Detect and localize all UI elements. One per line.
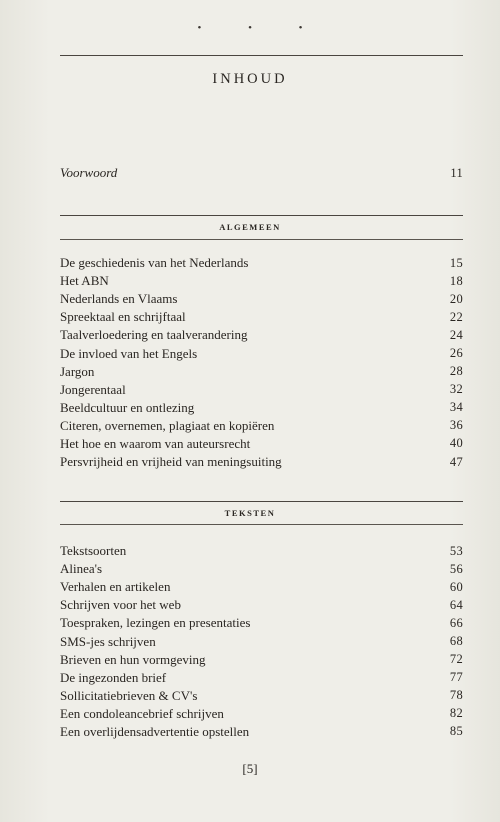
toc-entry[interactable] <box>60 632 463 650</box>
toc-list-teksten <box>60 542 463 741</box>
toc-entry-title: Tekstsoorten <box>60 543 127 559</box>
toc-entry[interactable] <box>60 560 463 578</box>
toc-entry-page: 47 <box>449 454 463 469</box>
toc-entry-page: 28 <box>449 364 463 379</box>
toc-entry[interactable] <box>60 705 463 723</box>
toc-entry-title: SMS-jes schrijven <box>60 633 156 649</box>
toc-entry[interactable] <box>60 308 463 326</box>
toc-entry[interactable] <box>60 399 463 417</box>
toc-entry-title: De ingezonden brief <box>60 669 167 685</box>
toc-entry-title: Het hoe en waarom van auteursrecht <box>60 435 251 451</box>
toc-entry-title: Brieven en hun vormgeving <box>60 651 206 667</box>
toc-entry-title: Nederlands en Vlaams <box>60 291 178 307</box>
toc-entry-page: 15 <box>449 255 463 270</box>
toc-entry[interactable] <box>60 687 463 705</box>
toc-entry-title: Schrijven voor het web <box>60 597 181 613</box>
toc-entry-page: 22 <box>449 309 463 324</box>
toc-entry-page: 24 <box>449 327 463 342</box>
toc-entry[interactable] <box>60 669 463 687</box>
toc-entry[interactable] <box>60 542 463 560</box>
toc-entry-title: De geschiedenis van het Nederlands <box>60 255 249 271</box>
toc-entry-title: Spreektaal en schrijftaal <box>60 309 186 325</box>
toc-entry-page: 77 <box>449 670 463 685</box>
toc-entry-page: 34 <box>449 400 463 415</box>
toc-entry-title: Een overlijdensadvertentie opstellen <box>60 723 250 739</box>
section-underline-algemeen <box>60 239 463 240</box>
toc-entry-page: 85 <box>449 724 463 739</box>
top-rule <box>60 55 463 56</box>
toc-entry-page: 20 <box>449 291 463 306</box>
toc-entry-title: Persvrijheid en vrijheid van meningsuiting <box>60 454 282 470</box>
toc-entry-page: 78 <box>449 688 463 703</box>
toc-entry[interactable] <box>60 272 463 290</box>
toc-entry-page: 72 <box>449 652 463 667</box>
toc-entry[interactable] <box>60 363 463 381</box>
toc-entry-page: 36 <box>449 418 463 433</box>
toc-entry-page: 26 <box>449 346 463 361</box>
toc-entry-title: Het ABN <box>60 273 109 289</box>
toc-entry-page: 18 <box>449 273 463 288</box>
toc-entry[interactable] <box>60 290 463 308</box>
toc-entry-title: Verhalen en artikelen <box>60 579 171 595</box>
toc-entry-page: 32 <box>449 382 463 397</box>
toc-entry[interactable] <box>60 344 463 362</box>
toc-entry-page: 60 <box>449 579 463 594</box>
section-underline-teksten <box>60 524 463 525</box>
toc-entry-page: 68 <box>449 634 463 649</box>
section-rule-algemeen <box>60 215 463 216</box>
toc-entry[interactable] <box>60 651 463 669</box>
toc-entry[interactable] <box>60 381 463 399</box>
toc-entry-title: Beeldcultuur en ontlezing <box>60 399 195 415</box>
toc-entry-foreword[interactable] <box>60 164 463 182</box>
toc-entry-title: De invloed van het Engels <box>60 345 198 361</box>
toc-entry[interactable] <box>60 614 463 632</box>
toc-entry-title: Jongerentaal <box>60 381 126 397</box>
toc-entry-title: Taalverloedering en taalverandering <box>60 327 248 343</box>
toc-entry-title: Voorwoord <box>60 165 118 180</box>
toc-entry-page: 11 <box>450 165 463 180</box>
toc-entry[interactable] <box>60 596 463 614</box>
toc-entry-page: 40 <box>449 436 463 451</box>
section-rule-teksten <box>60 501 463 502</box>
toc-entry-title: Sollicitatiebrieven & CV's <box>60 687 198 703</box>
toc-entry[interactable] <box>60 417 463 435</box>
toc-entry[interactable] <box>60 723 463 741</box>
toc-entry-page: 64 <box>449 597 463 612</box>
page-title: INHOUD <box>212 71 288 87</box>
toc-entry-page: 82 <box>449 706 463 721</box>
toc-entry[interactable] <box>60 453 463 471</box>
header-ornament: • • • <box>197 22 325 34</box>
toc-entry[interactable] <box>60 435 463 453</box>
toc-entry[interactable] <box>60 254 463 272</box>
toc-entry[interactable] <box>60 578 463 596</box>
toc-entry-page: 53 <box>449 543 463 558</box>
toc-entry-title: Toespraken, lezingen en presentaties <box>60 615 251 631</box>
section-heading-teksten: TEKSTEN <box>224 508 276 518</box>
toc-entry[interactable] <box>60 326 463 344</box>
toc-entry-page: 56 <box>449 561 463 576</box>
toc-entry-title: Jargon <box>60 363 95 379</box>
toc-entry-page: 66 <box>449 615 463 630</box>
toc-entry-title: Alinea's <box>60 561 103 577</box>
section-heading-algemeen: ALGEMEEN <box>219 222 281 232</box>
toc-entry-title: Een condoleancebrief schrijven <box>60 705 224 721</box>
toc-list-algemeen <box>60 254 463 471</box>
page-number: [5] <box>242 761 258 776</box>
toc-entry-title: Citeren, overnemen, plagiaat en kopiëren <box>60 417 275 433</box>
